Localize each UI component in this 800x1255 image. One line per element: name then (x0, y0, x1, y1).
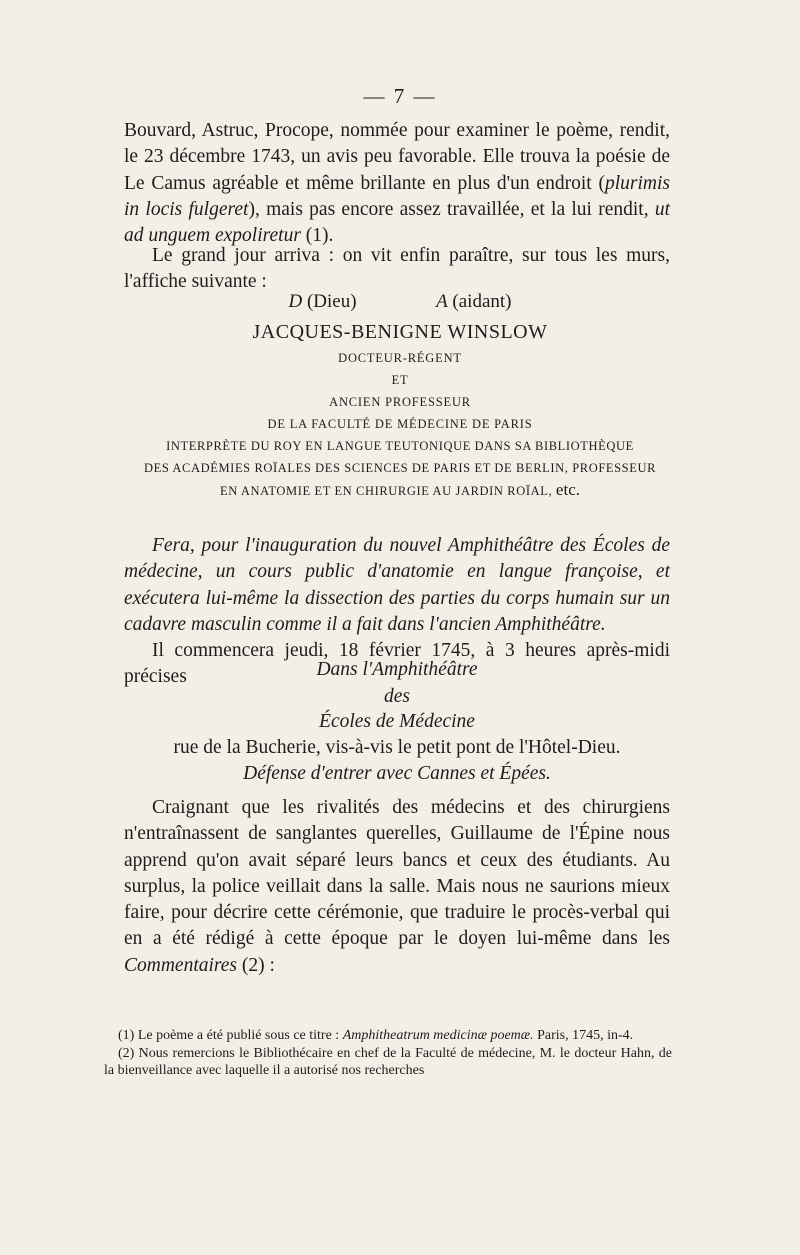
center-line-5: Défense d'entrer avec Cannes et Épées. (243, 763, 551, 784)
center-line-2: des (384, 686, 410, 707)
footnotes (104, 1027, 672, 1080)
paragraph-1 (124, 118, 670, 249)
poster-etc: etc. (555, 480, 580, 499)
center-line-3: Écoles de Médecine (319, 711, 475, 732)
poster-d-word: (Dieu) (306, 291, 357, 312)
paragraph-3-roman: Il commencera jeudi, 18 février 1745, à 3 heures après-midi précises (124, 640, 670, 688)
poster-a-word: (aidant) (452, 291, 512, 312)
paragraph-1-text-mid: ), mais pas encore assez travaillée, et la lui rendit, (248, 198, 655, 220)
footnote-1 (104, 1027, 672, 1045)
poster-dieu-aidant-line (100, 289, 700, 315)
paragraph-4 (124, 795, 670, 979)
center-line-4: rue de la Bucherie, vis-à-vis le petit pont de l'Hôtel-Dieu. (173, 737, 621, 758)
poster-title-line-1: DOCTEUR-RÉGENT (338, 351, 462, 365)
poster-title-line-2: ET (391, 373, 409, 387)
footnote-1-text: (1) Le poème a été publié sous ce titre : (118, 1028, 343, 1043)
paragraph-1-italic-1: plurimis in locis fulgeret (124, 172, 670, 220)
poster-title-line-3: ANCIEN PROFESSEUR (329, 395, 471, 409)
paragraph-2: Le grand jour arriva : on vit enfin paraître, sur tous les murs, l'affiche suivante : (124, 245, 670, 293)
footnote-1-italic: Amphitheatrum medicinæ poemæ. (342, 1028, 534, 1043)
poster-title-line-7 (100, 479, 700, 502)
paragraph-1-text-end: (1). (300, 225, 334, 247)
poster-title-line-4: DE LA FACULTÉ DE MÉDECINE DE PARIS (267, 417, 533, 431)
poster-d-letter: D (288, 291, 303, 312)
poster-title-line-7-text: EN ANATOMIE ET EN CHIRURGIE AU JARDIN ROÏAL, (220, 484, 553, 498)
page-number: — 7 — (363, 84, 437, 108)
paragraph-4-text-end: (2) : (237, 954, 275, 976)
poster-a-letter: A (436, 291, 448, 312)
paragraph-1-italic-2: ut ad unguem expoliretur (124, 198, 670, 247)
footnote-2: (2) Nous remercions le Bibliothécaire en chef de la Faculté de médecine, M. le docteur Hahn, de la bienveillance avec laquelle il a autorisé nos recherches (104, 1045, 672, 1078)
footnote-1-text-end: Paris, 1745, in-4. (533, 1028, 634, 1043)
poster-name: JACQUES-BENIGNE WINSLOW (252, 321, 548, 343)
poster-title-line-5: INTERPRÈTE DU ROY EN LANGUE TEUTONIQUE DANS SA BIBLIOTHÈQUE (166, 439, 634, 453)
paragraph-1-text: Bouvard, Astruc, Procope, nommée pour examiner le poème, rendit, le 23 décembre 1743, un avis peu favorable. Elle trouva la poésie de Le Camus agréable et même brillante en plus d'un endroit ( (124, 120, 670, 194)
paragraph-4-italic: Commentaires (124, 954, 238, 976)
poster-block (100, 289, 700, 502)
poster-title-line-6: DES ACADÉMIES ROÏALES DES SCIENCES DE PARIS ET DE BERLIN, PROFESSEUR (143, 461, 657, 475)
paragraph-3-italic: Fera, pour l'inauguration du nouvel Amphithéâtre des Écoles de médecine, un cours public d'anatomie en langue françoise, et exécutera lui-même la dissection des parties du corps humain sur un cadavre masculin comme il a fait dans l'ancien Amphithéâtre. (124, 535, 670, 635)
center-line-1: Dans l'Amphithéâtre (316, 659, 478, 680)
paragraph-4-text: Craignant que les rivalités des médecins et des chirurgiens n'entraînassent de sanglantes querelles, Guillaume de l'Épine nous apprend qu'on avait séparé leurs bancs et ceux des étudiants. Au surplus, la police veillait dans la salle. Mais nous ne saurions mieux faire, pour décrire cette cérémonie, que traduire le procès-verbal qui en a été rédigé à cette époque par le doyen lui-même dans les (124, 797, 670, 950)
